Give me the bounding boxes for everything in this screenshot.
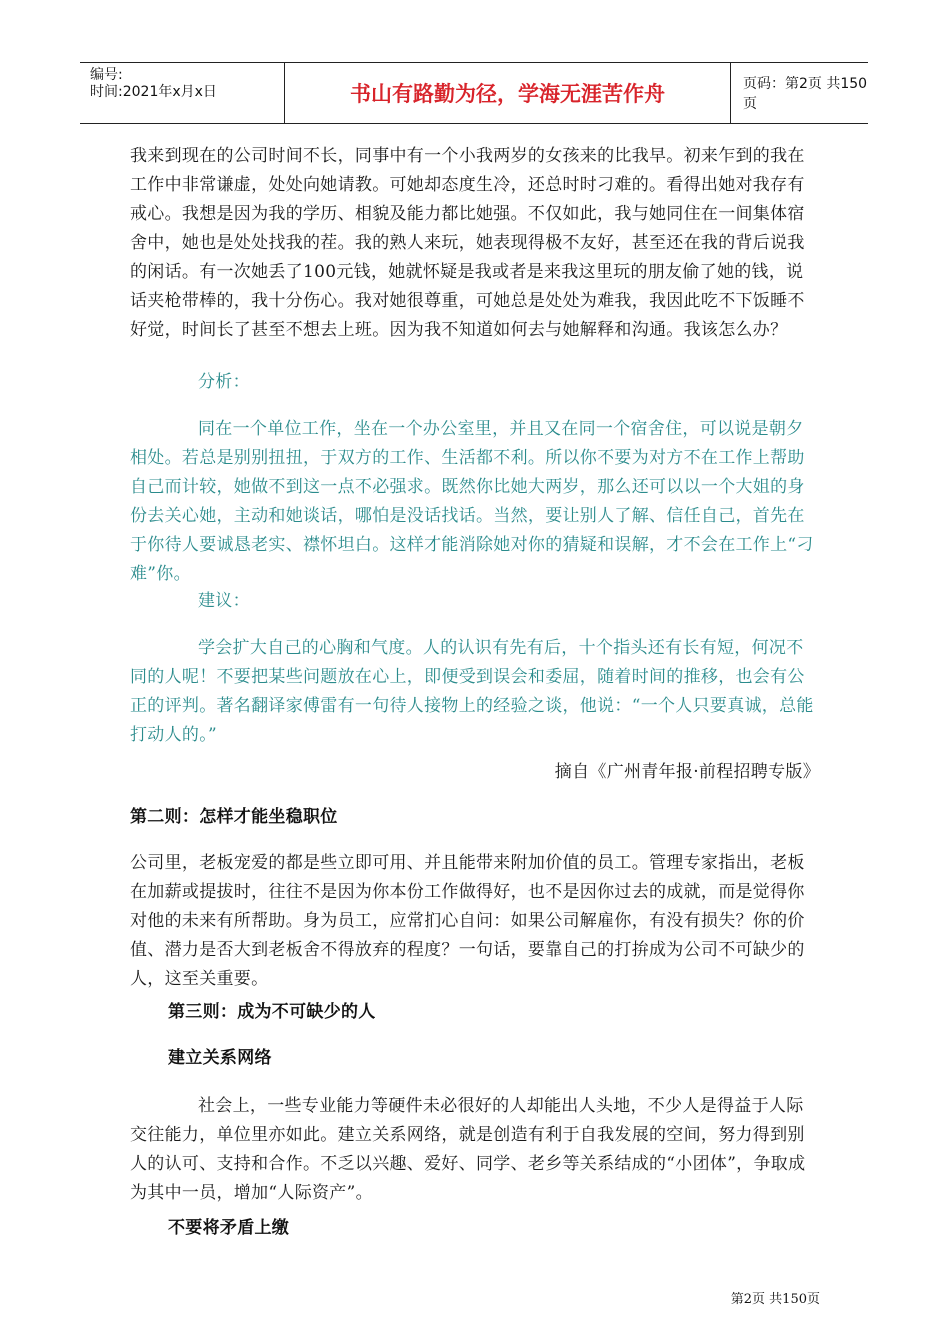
section2-paragraph: 公司里，老板宠爱的都是些立即可用、并且能带来附加价值的员工。管理专家指出，老板在加薪或提拔时，往往不是因为你本份工作做得好，也不是因你过去的成就，而是觉得你对他的未来有所帮助。身为员工，应常扪心自问：如果公司解雇你，有没有损失？你的价值、潜力是否大到老板舍不得放弃的程度？一句话，要靠自己的打拚成为公司不可缺少的人，这至关重要。 bbox=[130, 853, 805, 989]
analysis-label: 分析： bbox=[198, 372, 250, 392]
header-page-code: 页码：第2页 共150页 bbox=[743, 76, 868, 112]
section3-title: 第三则：成为不可缺少的人 bbox=[168, 1002, 376, 1022]
time-line bbox=[90, 84, 284, 101]
page-footer: 第2页 共150页 bbox=[730, 1292, 820, 1307]
time-value: 2021年x月x日 bbox=[122, 84, 217, 100]
sub1-title: 建立关系网络 bbox=[168, 1048, 272, 1068]
question-paragraph: 我来到现在的公司时间不长，同事中有一个小我两岁的女孩来的比我早。初来乍到的我在工作中非常谦虚，处处向她请教。可她却态度生冷，还总时时刁难的。看得出她对我存有戒心。我想是因为我的学历、相貌及能力都比她强。不仅如此，我与她同住在一间集体宿舍中，她也是处处找我的茬。我的熟人来玩，她表现得极不友好，甚至还在我的背后说我的闲话。有一次她丢了100元钱，她就怀疑是我或者是来我这里玩的朋友偷了她的钱，说话夹枪带棒的，我十分伤心。我对她很尊重，可她总是处处为难我，我因此吃不下饭睡不好觉，时间长了甚至不想去上班。因为我不知道如何去与她解释和沟通。我该怎么办？ bbox=[130, 146, 805, 340]
section2-title: 第二则：怎样才能坐稳职位 bbox=[130, 807, 338, 827]
source-citation: 摘自《广州青年报·前程招聘专版》 bbox=[554, 762, 820, 782]
header-motto: 书山有路勤为径，学海无涯苦作舟 bbox=[285, 63, 731, 123]
advice-label: 建议： bbox=[198, 591, 250, 611]
advice-paragraph: 学会扩大自己的心胸和气度。人的认识有先有后，十个指头还有长有短，何况不同的人呢！不要把某些问题放在心上，即便受到误会和委屈，随着时间的推移，也会有公正的评判。著名翻译家傅雷有一句待人接物上的经验之谈，他说：“一个人只要真诚，总能打动人的。” bbox=[130, 638, 814, 745]
page-header bbox=[80, 62, 868, 124]
header-meta bbox=[80, 63, 285, 123]
analysis-paragraph: 同在一个单位工作，坐在一个办公室里，并且又在同一个宿舍住，可以说是朝夕相处。若总是别别扭扭，于双方的工作、生活都不利。所以你不要为对方不在工作上帮助自己而计较，她做不到这一点不必强求。既然你比她大两岁，那么还可以以一个大姐的身份去关心她，主动和她谈话，哪怕是没话找话。当然，要让别人了解、信任自己，首先在于你待人要诚恳老实、襟怀坦白。这样才能消除她对你的猜疑和误解，才不会在工作上“刁难”你。 bbox=[130, 419, 814, 584]
time-label: 时间: bbox=[90, 84, 123, 100]
sub2-title: 不要将矛盾上缴 bbox=[168, 1218, 290, 1238]
sub1-paragraph: 社会上，一些专业能力等硬件未必很好的人却能出人头地，不少人是得益于人际交往能力，单位里亦如此。建立关系网络，就是创造有利于自我发展的空间，努力得到别人的认可、支持和合作。不乏以兴趣、爱好、同学、老乡等关系结成的“小团体”，争取成为其中一员，增加“人际资产”。 bbox=[130, 1096, 806, 1203]
number-label: 编号: bbox=[90, 67, 123, 83]
